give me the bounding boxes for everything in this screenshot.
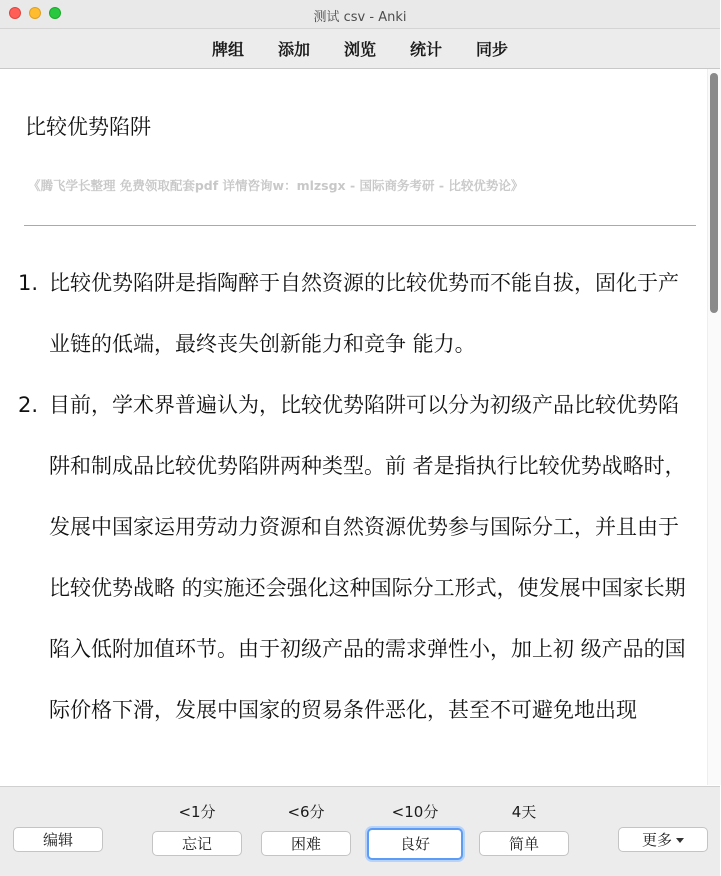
list-item	[0, 253, 700, 375]
interval-again: <1分	[178, 803, 216, 821]
toolbar-decks[interactable]: 牌组	[211, 40, 244, 59]
title-bar	[0, 0, 720, 29]
main-toolbar	[0, 29, 720, 69]
easy-button[interactable]: 简单	[479, 831, 569, 856]
interval-good: <10分	[391, 803, 439, 821]
card-title: 比较优势陷阱	[25, 115, 151, 139]
list-item-text: 目前，学术界普遍认为，比较优势陷阱可以分为初级产品比较优势陷阱和制成品比较优势陷阱两种类型。前 者是指执行比较优势战略时，发展中国家运用劳动力资源和自然资源优势参与国际分工，并且由于比较优势战略 的实施还会强化这种国际分工形式，使发展中国家长期陷入低附加值环节。由于初级产品的需求弹性小，加上初 级产品的国际价格下滑，发展中国家的贸易条件恶化，甚至不可避免地出现	[49, 393, 686, 722]
interval-hard: <6分	[287, 803, 325, 821]
toolbar-browse[interactable]: 浏览	[343, 40, 376, 59]
good-button[interactable]: 良好	[367, 828, 463, 860]
window-title: 测试 csv - Anki	[313, 10, 407, 25]
card-divider	[24, 225, 696, 226]
interval-easy: 4天	[511, 803, 537, 821]
list-item	[0, 375, 700, 741]
answer-bar	[0, 786, 720, 876]
toolbar-sync[interactable]: 同步	[476, 40, 509, 59]
more-button[interactable]	[618, 827, 708, 852]
card-content[interactable]	[0, 69, 707, 785]
list-item-number: 1.	[18, 271, 39, 295]
chevron-down-icon	[676, 838, 684, 843]
list-item-number: 2.	[18, 393, 39, 417]
more-button-label: 更多	[641, 831, 672, 849]
vertical-scrollbar[interactable]	[707, 69, 721, 785]
toolbar-stats[interactable]: 统计	[410, 40, 443, 59]
edit-button[interactable]: 编辑	[13, 827, 103, 852]
list-item-text: 比较优势陷阱是指陶醉于自然资源的比较优势而不能自拔，固化于产业链的低端，最终丧失创新能力和竞争 能力。	[49, 271, 679, 356]
scrollbar-thumb[interactable]	[710, 73, 718, 313]
card-source-note: 《腾飞学长整理 免费领取配套pdf 详情咨询w：mlzsgx - 国际商务考研 - 比较优势论》	[28, 178, 524, 193]
hard-button[interactable]: 困难	[261, 831, 351, 856]
card-answer-list	[0, 253, 700, 741]
toolbar-add[interactable]: 添加	[277, 40, 310, 59]
again-button[interactable]: 忘记	[152, 831, 242, 856]
